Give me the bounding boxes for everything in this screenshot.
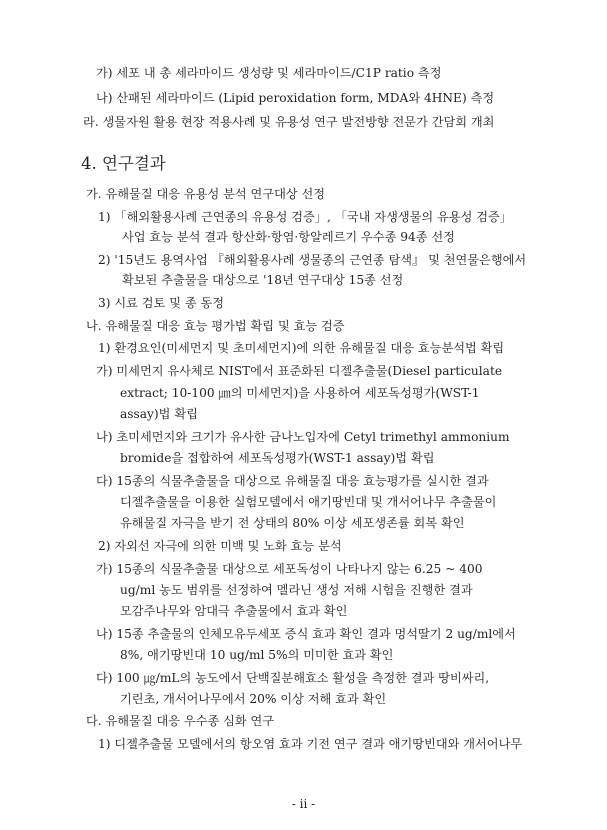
text-line: 1) 디젤추출물 모델에서의 항오염 효과 기전 연구 결과 애기땅빈대와 개서어나무 bbox=[98, 737, 523, 751]
text-line: 유해물질 자극을 받기 전 상태의 80% 이상 세포생존률 회복 확인 bbox=[120, 516, 465, 530]
text-line: 2) '15년도 용역사업 『해외활용사례 생물종의 근연종 탐색』 및 천연물은행에서 bbox=[98, 253, 527, 267]
text-line: ug/ml 농도 범위를 선정하여 멜라닌 생성 저해 시험을 진행한 결과 bbox=[120, 583, 473, 597]
text-line: 8%, 애기땅빈대 10 ug/ml 5%의 미미한 효과 확인 bbox=[120, 648, 394, 662]
text-line: 나) 초미세먼지와 크기가 유사한 금나노입자에 Cetyl trimethyl ammonium bbox=[96, 430, 510, 444]
text-line: 나) 산패된 세라마이드 (Lipid peroxidation form, MDA와 4HNE) 측정 bbox=[96, 91, 495, 105]
text-line: 나) 15종 추출물의 인체모유두세포 증식 효과 확인 결과 멍석딸기 2 ug/ml에서 bbox=[96, 627, 516, 641]
text-line: 나. 유해물질 대응 효능 평가법 확립 및 효능 검증 bbox=[86, 319, 345, 333]
text-line: 다) 15종의 식물추출물을 대상으로 유해물질 대응 효능평가를 실시한 결과 bbox=[96, 474, 489, 488]
text-line: extract; 10-100 ㎛의 미세먼지)을 사용하여 세포독성평가(WST-1 bbox=[120, 386, 480, 400]
text-line: 다. 유해물질 대응 우수종 심화 연구 bbox=[86, 714, 275, 728]
text-line: 라. 생물자원 활용 현장 적용사례 및 유용성 연구 발전방향 전문가 간담회 개최 bbox=[83, 115, 495, 129]
text-line: 가. 유해물질 대응 유용성 분석 연구대상 선정 bbox=[86, 187, 326, 201]
text-line: 모감주나무와 암대극 추출물에서 효과 확인 bbox=[120, 604, 348, 618]
text-line: 3) 시료 검토 및 종 동정 bbox=[98, 296, 225, 310]
text-line: 가) 15종의 식물추출물 대상으로 세포독성이 나타나지 않는 6.25 ~ 400 bbox=[96, 562, 483, 576]
text-line: 사업 효능 분석 결과 항산화·항염·항알레르기 우수종 94종 선정 bbox=[122, 230, 455, 244]
page-number: - ii - bbox=[291, 797, 316, 811]
text-line: 2) 자외선 자극에 의한 미백 및 노화 효능 분석 bbox=[98, 539, 342, 553]
text-line: 기린초, 개서어나무에서 20% 이상 저해 효과 확인 bbox=[120, 692, 387, 706]
section-heading: 4. 연구결과 bbox=[81, 154, 166, 173]
text-line: 다) 100 ㎍/mL의 농도에서 단백질분해효소 활성을 측정한 결과 땅비싸리, bbox=[96, 671, 490, 685]
text-line: 1) 환경요인(미세먼지 및 초미세먼지)에 의한 유해물질 대응 효능분석법 확립 bbox=[98, 341, 505, 355]
text-line: bromide을 접합하여 세포독성평가(WST-1 assay)법 확립 bbox=[120, 451, 435, 465]
text-line: 1) 「해외활용사례 근연종의 유용성 검증」, 「국내 자생생물의 유용성 검증」 bbox=[98, 210, 512, 224]
text-line: 확보된 추출물을 대상으로 '18년 연구대상 15종 선정 bbox=[122, 273, 404, 287]
text-line: 가) 미세먼지 유사체로 NIST에서 표준화된 디젤추출물(Diesel particulate bbox=[96, 364, 503, 378]
text-line: assay)법 확립 bbox=[120, 407, 198, 421]
text-line: 가) 세포 내 총 세라마이드 생성량 및 세라마이드/C1P ratio 측정 bbox=[96, 66, 442, 80]
text-line: 디젤추출물을 이용한 실험모델에서 애기땅빈대 및 개서어나무 추출물이 bbox=[120, 495, 497, 509]
